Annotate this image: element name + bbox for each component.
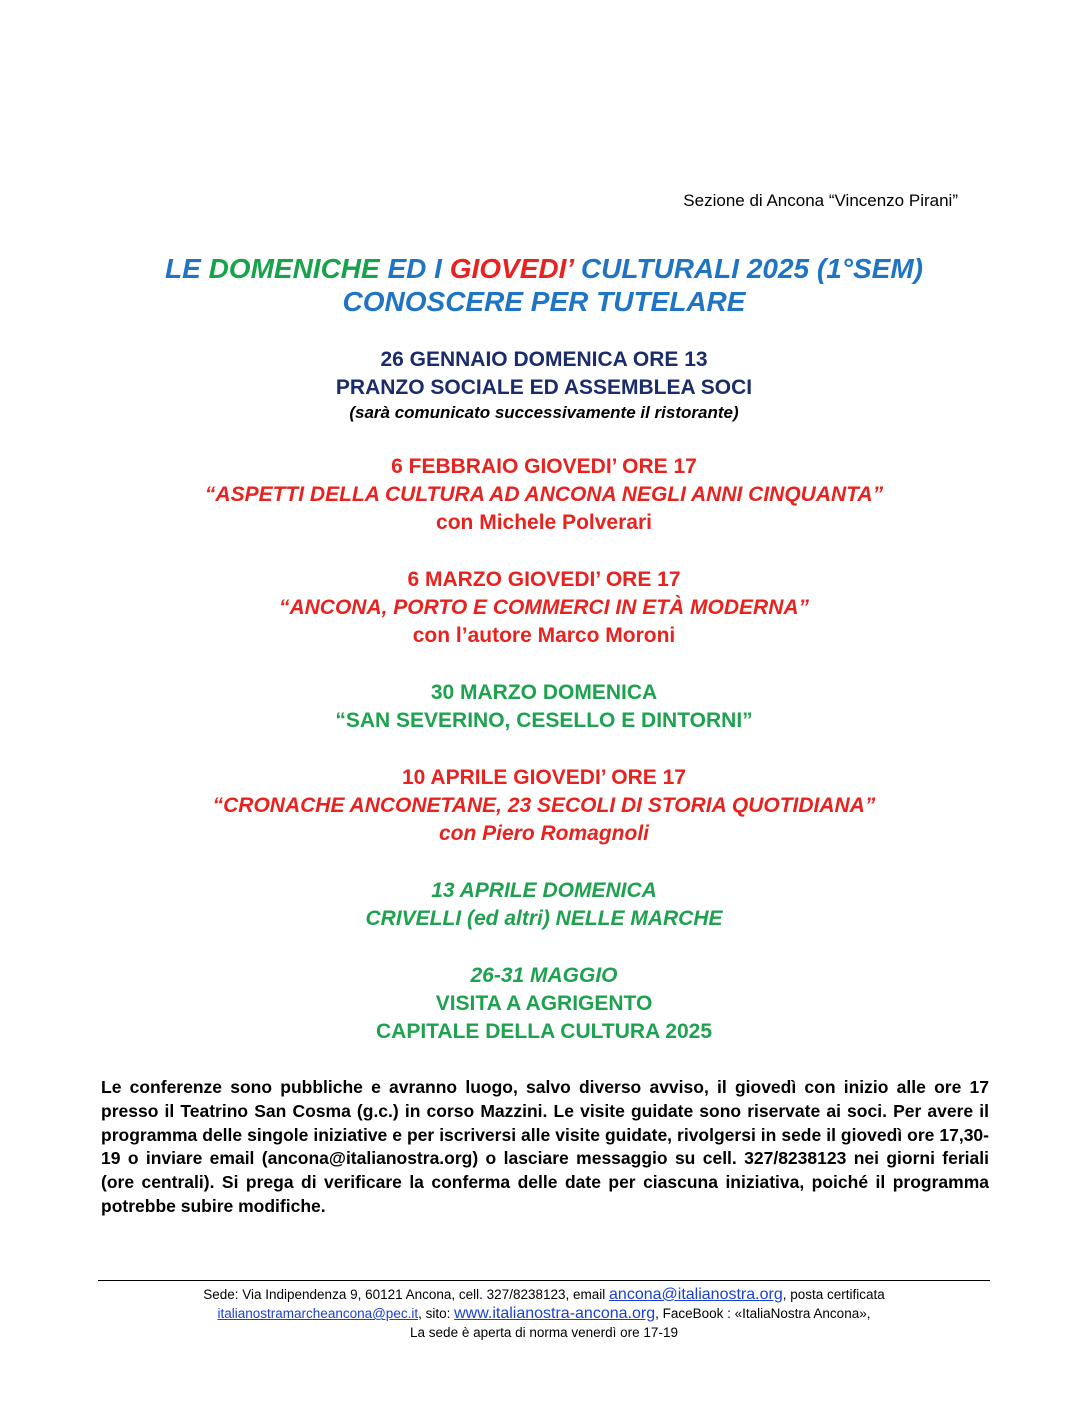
footer-text: , sito: — [418, 1306, 455, 1321]
event-5 — [0, 764, 1088, 848]
main-title — [0, 252, 1088, 318]
pec-link[interactable]: italianostramarcheancona@pec.it — [217, 1306, 419, 1321]
title-part-domeniche: DOMENICHE — [208, 253, 380, 284]
section-name: Sezione di Ancona “Vincenzo Pirani” — [683, 191, 958, 210]
event-title: “ANCONA, PORTO E COMMERCI IN ETÀ MODERNA” — [278, 596, 810, 619]
event-speaker: con l’autore Marco Moroni — [412, 624, 676, 647]
footer — [98, 1285, 990, 1342]
title-part: CULTURALI 2025 (1°SEM) — [573, 253, 923, 284]
footer-line-2 — [98, 1304, 990, 1323]
title-part: ED I — [379, 253, 450, 284]
event-note: (sarà comunicato successivamente il ristorante) — [349, 403, 739, 422]
event-title: “ASPETTI DELLA CULTURA AD ANCONA NEGLI ANNI CINQUANTA” — [204, 483, 884, 506]
event-title: PRANZO SOCIALE ED ASSEMBLEA SOCI — [335, 376, 753, 399]
website-link[interactable]: www.italianostra-ancona.org — [454, 1305, 656, 1322]
email-link[interactable]: ancona@italianostra.org — [609, 1286, 783, 1303]
title-part: LE — [165, 253, 209, 284]
footer-line-1 — [98, 1285, 990, 1304]
event-6 — [0, 877, 1088, 933]
event-7 — [0, 962, 1088, 1046]
event-2 — [0, 453, 1088, 537]
event-3 — [0, 566, 1088, 650]
events-list — [0, 346, 1088, 1075]
event-title: “CRONACHE ANCONETANE, 23 SECOLI DI STORIA QUOTIDIANA” — [212, 794, 876, 817]
event-speaker: con Piero Romagnoli — [438, 822, 650, 845]
footer-text: Sede: Via Indipendenza 9, 60121 Ancona, cell. 327/8238123, email — [203, 1287, 610, 1302]
event-date: 13 APRILE DOMENICA — [431, 879, 657, 902]
event-title: VISITA A AGRIGENTO — [435, 992, 653, 1015]
event-speaker: con Michele Polverari — [436, 511, 652, 534]
event-date: 30 MARZO DOMENICA — [430, 681, 658, 704]
event-title: “SAN SEVERINO, CESELLO E DINTORNI” — [335, 709, 753, 732]
title-line-1 — [0, 252, 1088, 285]
event-title: CRIVELLI (ed altri) NELLE MARCHE — [365, 907, 723, 930]
footer-line-3: La sede è aperta di norma venerdì ore 17-19 — [410, 1325, 678, 1340]
footer-text: , FaceBook : «ItaliaNostra Ancona», — [655, 1306, 871, 1321]
event-1 — [0, 346, 1088, 424]
event-date: 26-31 MAGGIO — [470, 964, 618, 987]
footer-divider — [98, 1280, 990, 1281]
footer-text: , posta certificata — [782, 1287, 885, 1302]
event-date: 6 MARZO GIOVEDI’ ORE 17 — [407, 568, 681, 591]
event-date: 26 GENNAIO DOMENICA ORE 13 — [380, 348, 708, 371]
event-date: 10 APRILE GIOVEDI’ ORE 17 — [402, 766, 686, 789]
event-date: 6 FEBBRAIO GIOVEDI’ ORE 17 — [391, 455, 697, 478]
title-line-2: CONOSCERE PER TUTELARE — [342, 286, 746, 317]
title-part-giovedi: GIOVEDI’ — [449, 253, 574, 284]
notice-paragraph: Le conferenze sono pubbliche e avranno luogo, salvo diverso avviso, il giovedì con inizio alle ore 17 presso il Teatrino San Cosma (g.c.) in corso Mazzini. Le visite guidate sono riservate ai soci. Per avere il programma delle singole iniziative e per iscriversi alle visite guidate, rivolgersi in sede il giovedì ore 17,30-19 o inviare email (ancona@italianostra.org) o lasciare messaggio su cell. 327/8238123 nei giorni feriali (ore centrali). Si prega di verificare la conferma delle date per ciascuna iniziativa, poiché il programma potrebbe subire modifiche. — [101, 1077, 989, 1216]
event-4 — [0, 679, 1088, 735]
event-subtitle: CAPITALE DELLA CULTURA 2025 — [375, 1020, 713, 1043]
